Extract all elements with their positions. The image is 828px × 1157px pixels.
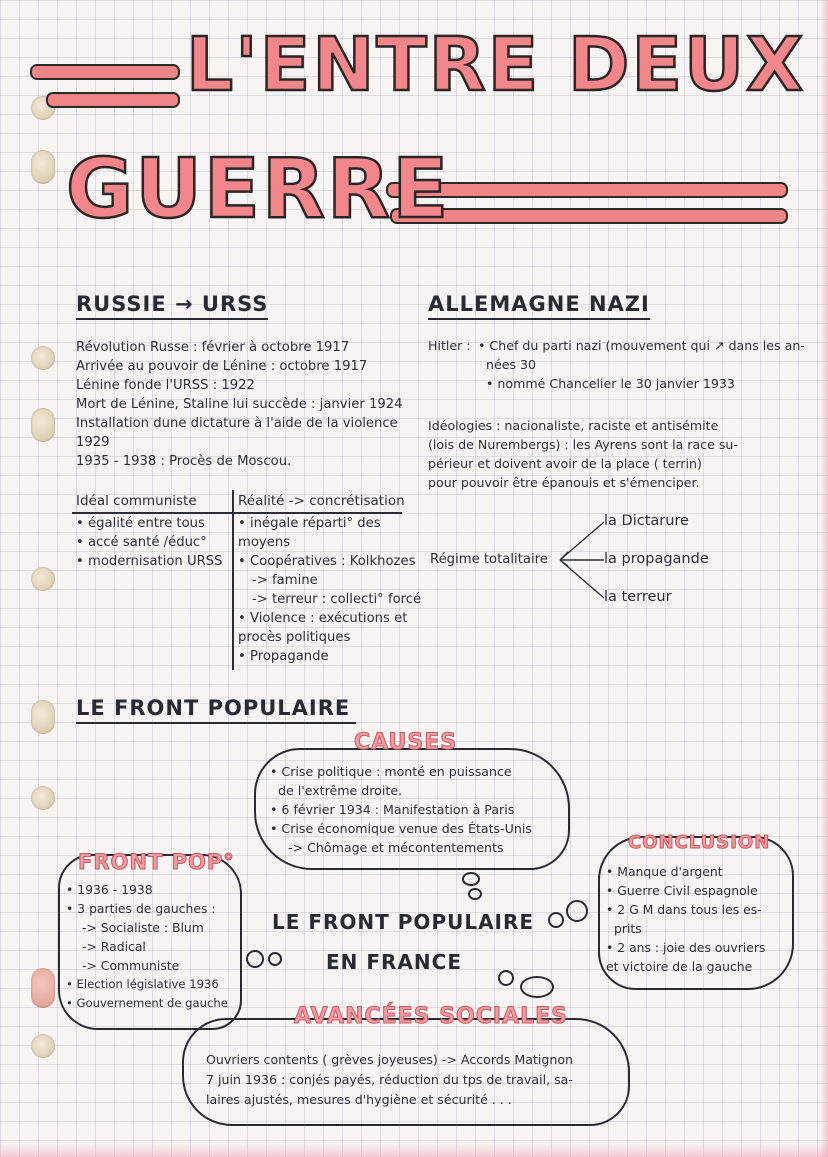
list-item: laires ajustés, mesures d'hygiène et sécurité . . . bbox=[206, 1092, 512, 1107]
russia-line: Mort de Lénine, Staline lui succède : janvier 1924 bbox=[76, 397, 403, 412]
list-item: • Election législative 1936 bbox=[66, 977, 219, 991]
germany-ideology bbox=[428, 416, 738, 492]
list-item: et victoire de la gauche bbox=[606, 959, 753, 974]
ideology-line: Idéologies : nacionaliste, raciste et antisémite bbox=[428, 418, 719, 433]
list-item: • modernisation URSS bbox=[76, 554, 223, 569]
front-pop-title: FRONT POP° bbox=[78, 850, 235, 874]
list-item: -> Communiste bbox=[82, 958, 180, 973]
list-item: • Guerre Civil espagnole bbox=[606, 883, 758, 898]
table-ideal-list bbox=[76, 514, 223, 571]
russia-line: Arrivée au pouvoir de Lénine : octobre 1917 bbox=[76, 359, 368, 374]
table-header-ideal: Idéal communiste bbox=[76, 493, 197, 509]
list-item: • Gouvernement de gauche bbox=[66, 996, 228, 1010]
list-item: • 1936 - 1938 bbox=[66, 882, 153, 897]
list-item: • nommé Chancelier le 30 janvier 1933 bbox=[486, 376, 735, 391]
russia-line: 1929 bbox=[76, 435, 110, 450]
binder-hole bbox=[31, 786, 55, 810]
list-item: nées 30 bbox=[486, 357, 537, 372]
germany-hitler-list bbox=[478, 336, 805, 393]
section-heading-russia: RUSSIE → URSS bbox=[76, 292, 268, 320]
page-edge-right bbox=[820, 0, 828, 1157]
ideology-line: périeur et doivent avoir de la place ( terrin) bbox=[428, 456, 702, 471]
conclusion-title: CONCLUSION bbox=[628, 832, 771, 853]
list-item: -> famine bbox=[252, 573, 318, 588]
regime-item: la propagande bbox=[604, 551, 709, 567]
list-item: prits bbox=[614, 921, 642, 936]
russia-timeline bbox=[76, 338, 403, 471]
connector-ring bbox=[246, 950, 264, 968]
binder-hole bbox=[31, 700, 55, 734]
ideology-line: (lois de Nurembergs) : les Ayrens sont la race su- bbox=[428, 437, 738, 452]
connector-ring bbox=[548, 912, 564, 928]
binder-hole bbox=[31, 346, 55, 370]
connector-ring bbox=[468, 888, 482, 900]
center-title-line1: LE FRONT POPULAIRE bbox=[272, 910, 535, 934]
connector-ring bbox=[462, 872, 480, 886]
list-item: moyens bbox=[238, 535, 291, 550]
list-item: • 2 G M dans tous les es- bbox=[606, 902, 762, 917]
connector-ring bbox=[498, 970, 514, 986]
list-item: • 3 parties de gauches : bbox=[66, 901, 216, 916]
causes-title: CAUSES bbox=[354, 730, 458, 755]
regime-branch-arrows bbox=[554, 512, 608, 608]
connector-ring bbox=[268, 952, 282, 966]
page-title-line2: GUERRE bbox=[66, 142, 451, 237]
list-item: • égalité entre tous bbox=[76, 516, 205, 531]
list-item: • Violence : exécutions et bbox=[238, 611, 408, 626]
russia-line: Installation dune dictature à l'aide de la violence bbox=[76, 416, 398, 431]
list-item: • Coopératives : Kolkhozes bbox=[238, 554, 416, 569]
avancees-list bbox=[206, 1050, 573, 1110]
list-item: • Manque d'argent bbox=[606, 864, 723, 879]
page-title-line1: L'ENTRE DEUX bbox=[186, 22, 806, 108]
list-item: • Crise économique venue des États-Unis bbox=[270, 821, 532, 836]
table-reality-list bbox=[238, 514, 421, 666]
list-item: • 2 ans : joie des ouvriers bbox=[606, 940, 766, 955]
binder-hole bbox=[31, 567, 55, 591]
germany-hitler-label: Hitler : bbox=[428, 338, 471, 353]
avancees-title: AVANCÉES SOCIALES bbox=[294, 1004, 569, 1029]
binder-hole bbox=[31, 1034, 55, 1058]
regime-item: la Dictarure bbox=[604, 513, 689, 529]
binder-hole bbox=[31, 408, 55, 442]
list-item: • Chef du parti nazi (mouvement qui ↗ dans les an- bbox=[478, 338, 805, 353]
russia-line: Lénine fonde l'URSS : 1922 bbox=[76, 378, 255, 393]
list-item: de l'extrême droite. bbox=[278, 783, 403, 798]
ideology-line: pour pouvoir être épanouis et s'émenciper. bbox=[428, 475, 700, 490]
connector-ring bbox=[520, 976, 554, 998]
list-item: -> Chômage et mécontentements bbox=[288, 840, 504, 855]
list-item: procès politiques bbox=[238, 630, 351, 645]
list-item: • Crise politique : monté en puissance bbox=[270, 764, 512, 779]
list-item: • Propagande bbox=[238, 649, 329, 664]
list-item: -> terreur : collecti° forcé bbox=[252, 592, 422, 607]
section-heading-front: LE FRONT POPULAIRE bbox=[76, 696, 356, 724]
list-item: Ouvriers contents ( grèves joyeuses) -> Accords Matignon bbox=[206, 1052, 574, 1067]
table-divider bbox=[232, 490, 234, 670]
list-item: -> Socialiste : Blum bbox=[82, 920, 204, 935]
connector-ring bbox=[566, 900, 588, 922]
binder-hole bbox=[31, 968, 55, 1008]
page-edge-bottom bbox=[0, 1143, 828, 1157]
list-item: -> Radical bbox=[82, 939, 146, 954]
section-heading-germany: ALLEMAGNE NAZI bbox=[428, 292, 650, 320]
russia-line: 1935 - 1938 : Procès de Moscou. bbox=[76, 454, 292, 469]
list-item: • 6 février 1934 : Manifestation à Paris bbox=[270, 802, 515, 817]
front-pop-list bbox=[66, 880, 228, 1013]
list-item: • accé santé /éduc° bbox=[76, 535, 207, 550]
list-item: • inégale réparti° des bbox=[238, 516, 381, 531]
regime-item: la terreur bbox=[604, 589, 672, 605]
table-header-reality: Réalité -> concrétisation bbox=[238, 493, 405, 509]
regime-label: Régime totalitaire bbox=[430, 552, 548, 567]
center-title-line2: EN FRANCE bbox=[326, 950, 462, 974]
title-stripe bbox=[46, 92, 180, 108]
russia-line: Révolution Russe : février à octobre 1917 bbox=[76, 340, 350, 355]
conclusion-list bbox=[606, 862, 765, 976]
causes-list bbox=[270, 762, 532, 857]
list-item: 7 juin 1936 : conjés payés, réduction du tps de travail, sa- bbox=[206, 1072, 573, 1087]
binder-hole bbox=[31, 150, 55, 184]
title-stripe bbox=[30, 64, 180, 80]
